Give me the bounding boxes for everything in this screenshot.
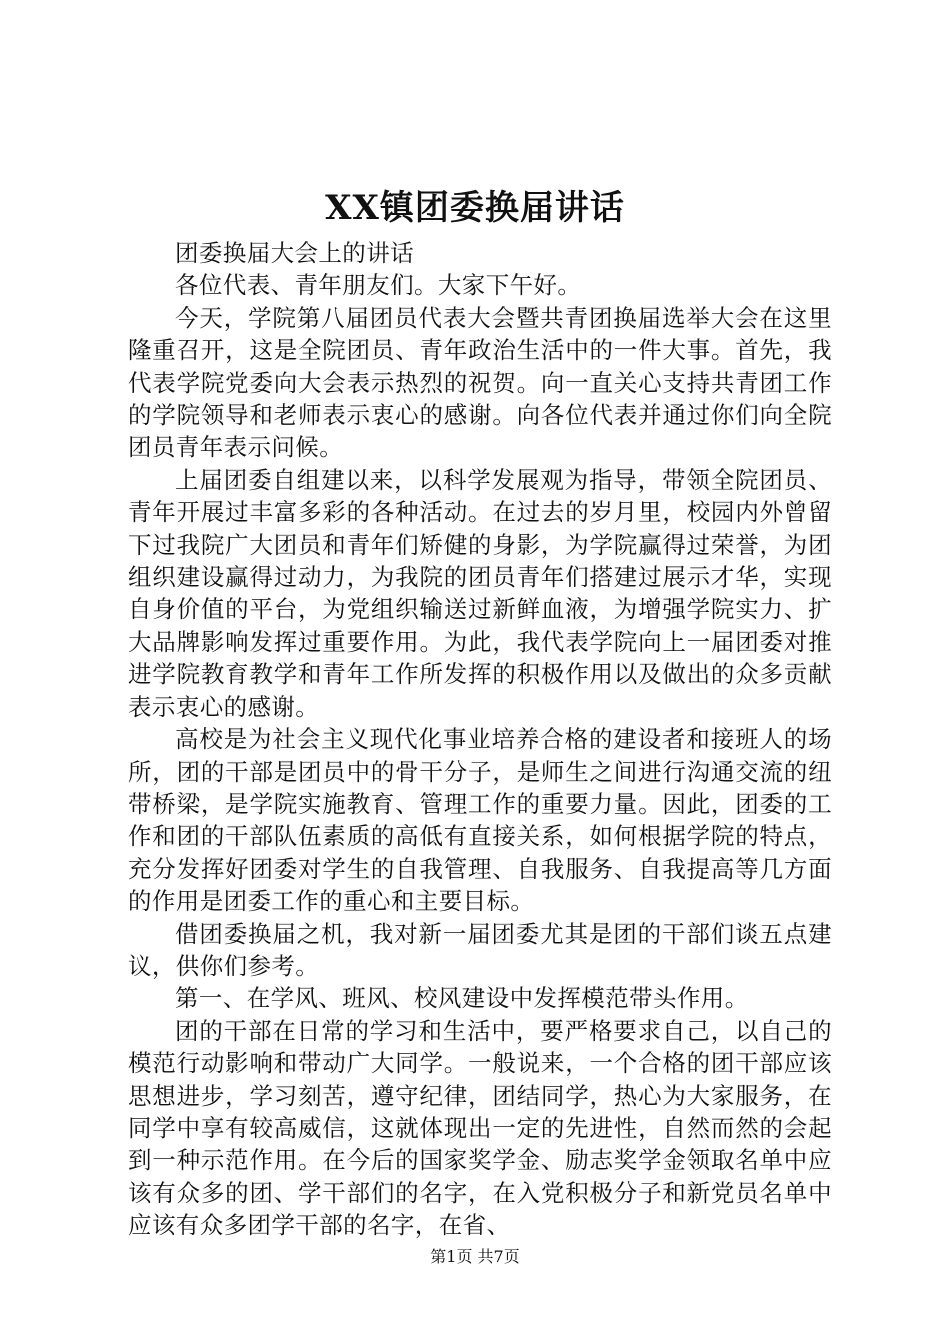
document-body — [128, 237, 832, 1242]
paragraph: 高校是为社会主义现代化事业培养合格的建设者和接班人的场所，团的干部是团员中的骨干分子，是师生之间进行沟通交流的纽带桥梁，是学院实施教育、管理工作的重要力量。因此，团委的工作和团的干部队伍素质的高低有直接关系，如何根据学院的特点，充分发挥好团委对学生的自我管理、自我服务、自我提高等几方面的作用是团委工作的重心和主要目标。 — [128, 725, 832, 916]
document-title: XX镇团委换届讲话 — [325, 188, 625, 228]
paragraph: 今天，学院第八届团员代表大会暨共青团换届选举大会在这里隆重召开，这是全院团员、青年政治生活中的一件大事。首先，我代表学院党委向大会表示热烈的祝贺。向一直关心支持共青团工作的学院领导和老师表示衷心的感谢。向各位代表并通过你们向全院团员青年表示问候。 — [128, 303, 832, 462]
paragraph-subtitle: 团委换届大会上的讲话 — [175, 239, 414, 267]
paragraph: 借团委换届之机，我对新一届团委尤其是团的干部们谈五点建议，供你们参考。 — [128, 919, 832, 980]
paragraph-heading-point-one: 第一、在学风、班风、校风建设中发挥模范带头作用。 — [175, 984, 749, 1013]
paragraph: 团的干部在日常的学习和生活中，要严格要求自己，以自己的模范行动影响和带动广大同学。一般说来，一个合格的团干部应该思想进步，学习刻苦，遵守纪律，团结同学，热心为大家服务，在同学中享有较高威信，这就体现出一定的先进性，自然而然的会起到一种示范作用。在今后的国家奖学金、励志奖学金领取名单中应该有众多的团、学干部们的名字，在入党积极分子和新党员名单中应该有众多团学干部的名字，在省、 — [128, 1016, 832, 1240]
paragraph-greeting: 各位代表、青年朋友们。大家下午好。 — [175, 271, 582, 300]
paragraph: 上届团委自组建以来，以科学发展观为指导，带领全院团员、青年开展过丰富多彩的各种活动。在过去的岁月里，校园内外曾留下过我院广大团员和青年们矫健的身影，为学院赢得过荣誉，为团组织建设赢得过动力，为我院的团员青年们搭建过展示才华，实现自身价值的平台，为党组织输送过新鲜血液，为增强学院实力、扩大品牌影响发挥过重要作用。为此，我代表学院向上一届团委对推进学院教育教学和青年工作所发挥的积极作用以及做出的众多贡献表示衷心的感谢。 — [128, 465, 832, 721]
page-footer: 第1页 共7页 — [430, 1247, 520, 1266]
